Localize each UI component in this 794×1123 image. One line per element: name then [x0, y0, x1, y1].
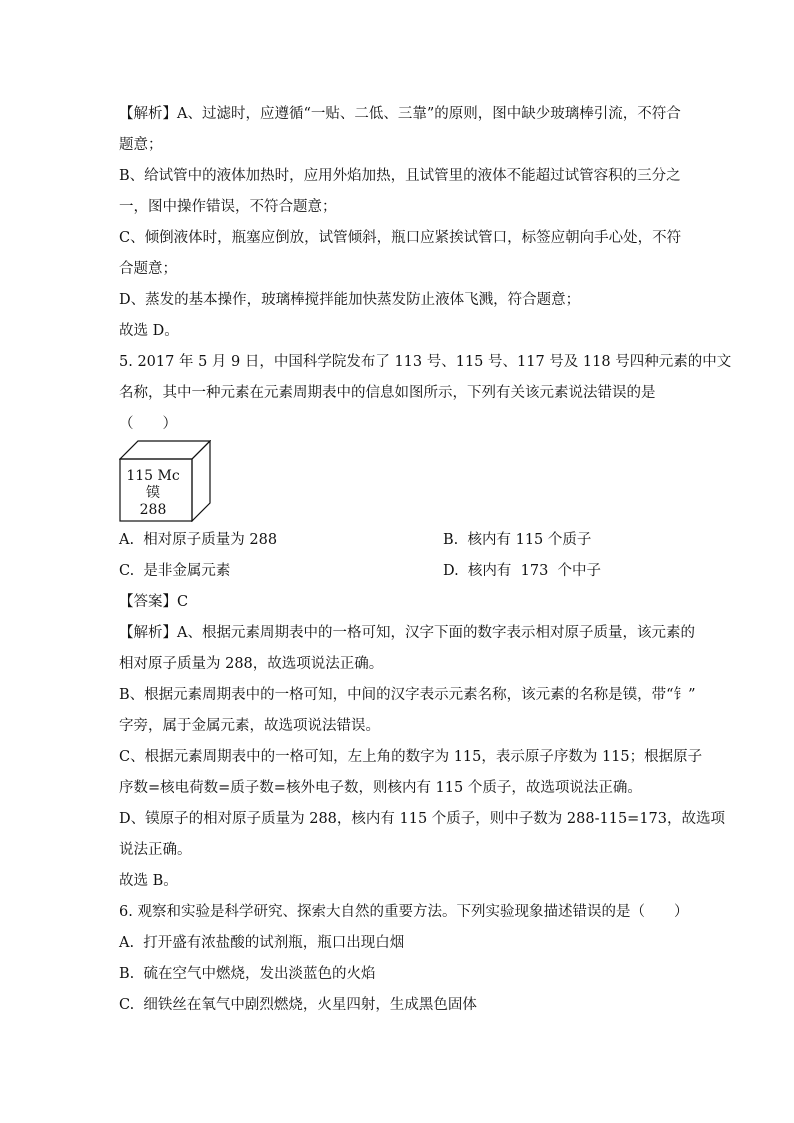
element-symbol: Mc	[157, 468, 180, 484]
q5-option-a: A. 相对原子质量为 288	[119, 532, 278, 548]
q5-analysis-line-2: 相对原子质量为 288，故选项说法正确。	[119, 656, 384, 672]
q5-analysis-line-8: 说法正确。	[119, 842, 192, 858]
q4-analysis-line-6: 合题意；	[119, 261, 177, 277]
q5-stem-line-2: 名称，其中一种元素在元素周期表中的信息如图所示，下列有关该元素说法错误的是	[119, 385, 656, 401]
q5-analysis-line-6: 序数=核电荷数=质子数=核外电子数，则核内有 115 个质子，故选项说法正确。	[119, 780, 642, 796]
q5-analysis-line-4: 字旁，属于金属元素，故选项说法错误。	[119, 718, 380, 734]
q5-analysis-line-3: B、根据元素周期表中的一格可知，中间的汉字表示元素名称，该元素的名称是镆，带“钅”	[119, 687, 696, 703]
q4-analysis-line-8: 故选 D。	[119, 323, 179, 339]
q5-answer: 【答案】C	[119, 594, 189, 610]
q5-option-c: C. 是非金属元素	[119, 563, 231, 579]
q5-option-d: D. 核内有 173 个中子	[443, 563, 602, 579]
element-name: 镆	[146, 485, 160, 501]
element-tile-figure	[119, 440, 211, 522]
q4-analysis-line-3: B、给试管中的液体加热时，应用外焰加热，且试管里的液体不能超过试管容积的三分之	[119, 168, 681, 184]
q4-analysis-line-7: D、蒸发的基本操作，玻璃棒搅拌能加快蒸发防止液体飞溅，符合题意；	[119, 292, 581, 308]
q5-analysis-line-9: 故选 B。	[119, 873, 178, 889]
element-mass: 288	[139, 502, 167, 518]
q4-analysis-line-4: 一，图中操作错误，不符合题意；	[119, 199, 337, 215]
q5-option-b: B. 核内有 115 个质子	[443, 532, 592, 548]
q5-stem-line-1: 5. 2017 年 5 月 9 日，中国科学院发布了 113 号、115 号、117 号及 118 号四种元素的中文	[119, 354, 732, 370]
q4-analysis-line-5: C、倾倒液体时，瓶塞应倒放，试管倾斜，瓶口应紧挨试管口，标签应朝向手心处，不符	[119, 230, 682, 246]
q6-option-b: B. 硫在空气中燃烧，发出淡蓝色的火焰	[119, 966, 376, 982]
q5-answer-paren: （ ）	[119, 416, 177, 432]
q6-stem: 6. 观察和实验是科学研究、探索大自然的重要方法。下列实验现象描述错误的是（ ）	[119, 904, 689, 920]
q4-analysis-line-1: 【解析】A、过滤时，应遵循“一贴、二低、三靠”的原则，图中缺少玻璃棒引流，不符合	[119, 106, 681, 122]
element-number: 115	[126, 468, 154, 484]
q5-analysis-line-7: D、镆原子的相对原子质量为 288，核内有 115 个质子，则中子数为 288-115=173，故选项	[119, 811, 725, 827]
q6-option-c: C. 细铁丝在氧气中剧烈燃烧，火星四射，生成黑色固体	[119, 997, 477, 1013]
q5-analysis-line-5: C、根据元素周期表中的一格可知，左上角的数字为 115，表示原子序数为 115；根据原子	[119, 749, 703, 765]
element-number-symbol	[121, 468, 185, 484]
q6-option-a: A. 打开盛有浓盐酸的试剂瓶，瓶口出现白烟	[119, 935, 405, 951]
q5-analysis-line-1: 【解析】A、根据元素周期表中的一格可知，汉字下面的数字表示相对原子质量，该元素的	[119, 625, 695, 641]
q4-analysis-line-2: 题意；	[119, 137, 163, 153]
